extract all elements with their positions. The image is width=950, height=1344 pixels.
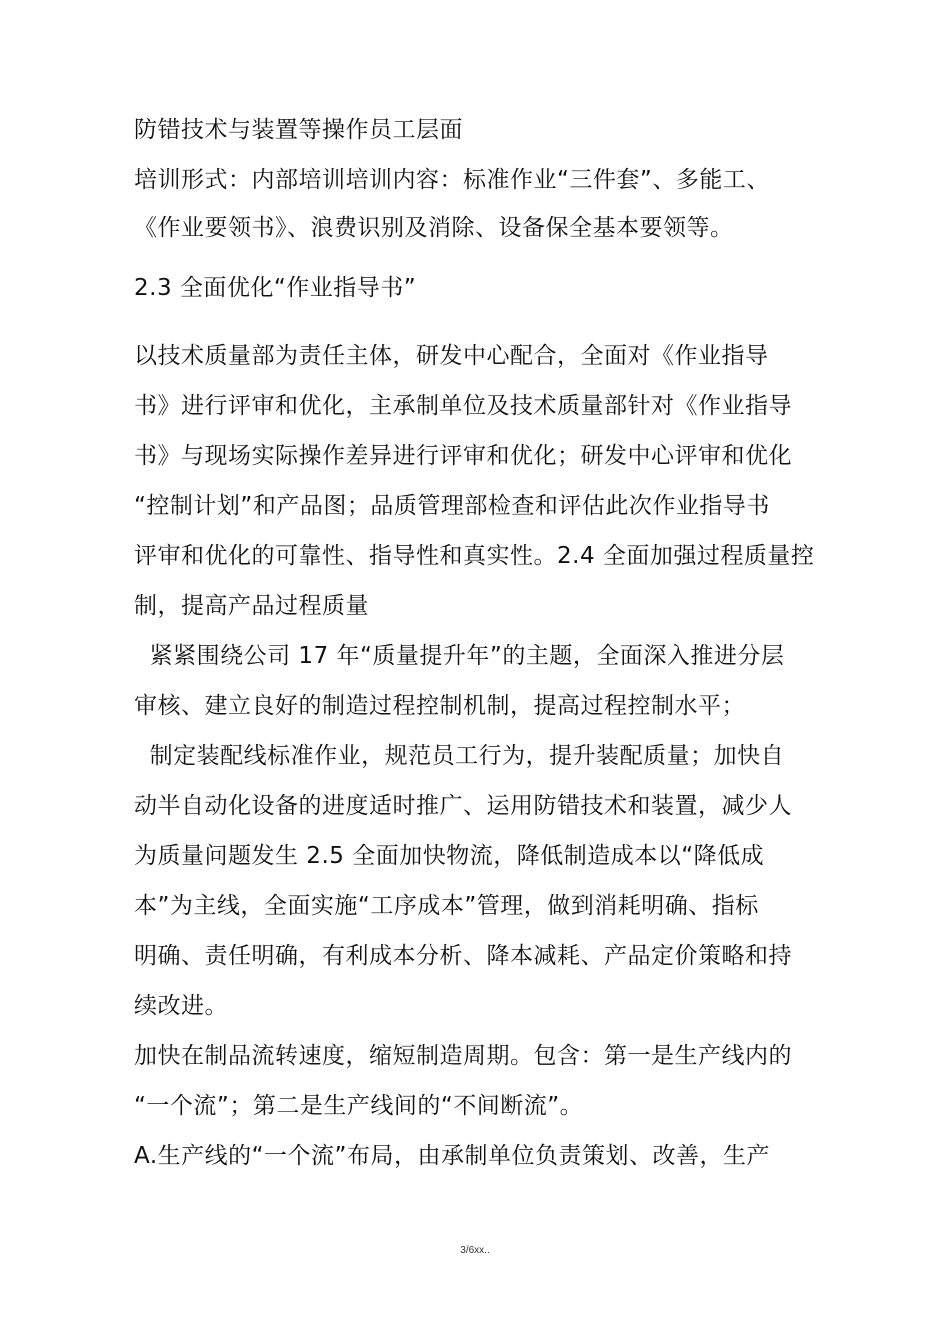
text-line: 评审和优化的可靠性、指导性和真实性。2.4 全面加强过程质量控 xyxy=(134,543,815,569)
section-heading: 2.3 全面优化“作业指导书” xyxy=(134,275,417,301)
text-line: A.生产线的“一个流”布局，由承制单位负责策划、改善，生产 xyxy=(134,1143,770,1169)
text-line: 防错技术与装置等操作员工层面 xyxy=(134,117,463,143)
text-line: 书》与现场实际操作差异进行评审和优化；研发中心评审和优化 xyxy=(134,443,792,469)
text-line: 审核、建立良好的制造过程控制机制，提高过程控制水平； xyxy=(134,693,745,719)
text-line: 以技术质量部为责任主体，研发中心配合，全面对《作业指导 xyxy=(134,343,769,369)
text-line: 续改进。 xyxy=(134,993,228,1019)
text-line: 本”为主线，全面实施“工序成本”管理，做到消耗明确、指标 xyxy=(134,893,759,919)
text-line: “一个流”；第二是生产线间的“不间断流”。 xyxy=(134,1093,584,1119)
text-line: 培训形式：内部培训培训内容：标准作业“三件套”、多能工、 xyxy=(134,167,770,193)
text-line: 为质量问题发生 2.5 全面加快物流，降低制造成本以“降低成 xyxy=(134,843,765,869)
text-line: “控制计划”和产品图；品质管理部检查和评估此次作业指导书 xyxy=(134,493,770,519)
page-number: 3/6xx.. xyxy=(460,1245,490,1256)
text-line: 制，提高产品过程质量 xyxy=(134,593,369,619)
text-line: 紧紧围绕公司 17 年“质量提升年”的主题，全面深入推进分层 xyxy=(134,643,785,669)
text-line: 动半自动化设备的进度适时推广、运用防错技术和装置，减少人 xyxy=(134,793,792,819)
text-line: 《作业要领书》、浪费识别及消除、设备保全基本要领等。 xyxy=(134,215,734,241)
text-line: 书》进行评审和优化，主承制单位及技术质量部针对《作业指导 xyxy=(134,393,792,419)
text-line: 制定装配线标准作业，规范员工行为，提升装配质量；加快自 xyxy=(134,743,785,769)
text-line: 加快在制品流转速度，缩短制造周期。包含：第一是生产线内的 xyxy=(134,1043,792,1069)
text-line: 明确、责任明确，有利成本分析、降本减耗、产品定价策略和持 xyxy=(134,943,792,969)
